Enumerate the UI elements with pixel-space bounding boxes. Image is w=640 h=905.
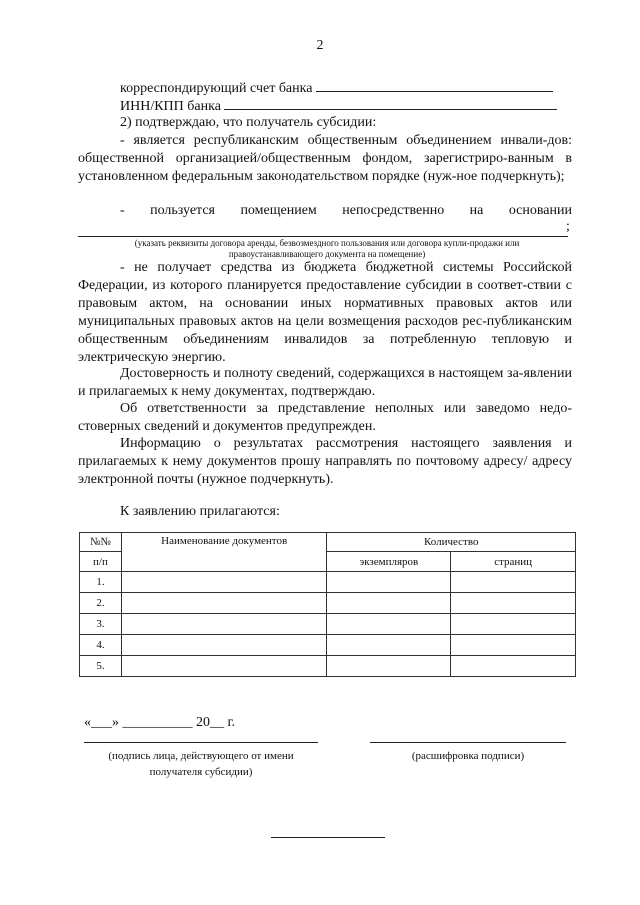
item-premises-word: основании	[508, 203, 572, 218]
item-premises-word: пользуется	[150, 203, 215, 218]
row-number: 3.	[80, 614, 122, 635]
date-month-field[interactable]: __________	[122, 715, 193, 730]
row-pages-cell[interactable]	[451, 614, 576, 635]
date-line	[84, 714, 235, 732]
item-premises-word: непосредственно	[342, 203, 445, 218]
row-copies-cell[interactable]	[327, 656, 451, 677]
premises-basis-end: ;	[566, 219, 570, 234]
row-copies-cell[interactable]	[327, 572, 451, 593]
row-document-cell[interactable]	[121, 614, 327, 635]
row-pages-cell[interactable]	[451, 572, 576, 593]
row-number: 5.	[80, 656, 122, 677]
header-quantity: Количество	[327, 533, 576, 552]
row-copies-cell[interactable]	[327, 614, 451, 635]
end-divider	[271, 837, 385, 838]
row-number: 4.	[80, 635, 122, 656]
premises-basis-hint: (указать реквизиты договора аренды, безвозмездного пользования или договора купли-продажи или правоустанавливающего документа на помещение)	[134, 238, 520, 259]
row-pages-cell[interactable]	[451, 656, 576, 677]
decryption-caption: (расшифровка подписи)	[411, 750, 525, 762]
paragraph-information: Информацию о результатах рассмотрения настоящего заявления и прилагаемых к нему документов прошу направлять по почтовому адресу/ адресу электронной почты (нужное подчеркнуть).	[78, 436, 572, 487]
header-number-top: №№	[80, 533, 122, 552]
signature-caption: (подпись лица, действующего от имени получателя субсидии)	[108, 750, 294, 778]
date-open-quote: «	[84, 715, 91, 730]
inn-kpp-label: ИНН/КПП банка	[120, 99, 221, 114]
inn-kpp-row	[120, 96, 557, 116]
signature-field[interactable]	[84, 742, 318, 743]
table-row	[80, 593, 576, 614]
attached-heading: К заявлению прилагаются:	[120, 504, 280, 519]
row-number: 2.	[80, 593, 122, 614]
page-number: 2	[316, 38, 324, 53]
premises-basis-field[interactable]	[78, 222, 568, 237]
table-row	[80, 572, 576, 593]
date-year-prefix: 20	[196, 715, 210, 730]
header-pages: страниц	[451, 552, 576, 572]
row-pages-cell[interactable]	[451, 593, 576, 614]
date-day-field[interactable]: ___	[91, 715, 112, 730]
date-year-field[interactable]: __	[210, 715, 224, 730]
row-copies-cell[interactable]	[327, 635, 451, 656]
row-number: 1.	[80, 572, 122, 593]
paragraph-reliability: Достоверность и полноту сведений, содержащихся в настоящем за-явлении и прилагаемых к нему документах, подтверждаю.	[78, 366, 572, 399]
documents-table	[79, 532, 576, 677]
table-row	[80, 656, 576, 677]
row-pages-cell[interactable]	[451, 635, 576, 656]
item-public-association: - является республиканским общественным объединением инвали-дов: общественной организацией/общественным фондом, зарегистриро-ванным в установленном федеральным законодательством порядке (нуж-ное подчеркнуть);	[78, 133, 572, 184]
row-document-cell[interactable]	[121, 593, 327, 614]
row-copies-cell[interactable]	[327, 593, 451, 614]
table-header-row	[80, 533, 576, 552]
item-premises-word: на	[469, 203, 484, 218]
header-document-name: Наименование документов	[121, 533, 327, 572]
inn-kpp-field[interactable]	[224, 96, 557, 110]
correspondent-account-field[interactable]	[316, 78, 553, 92]
item-no-budget-funds: - не получает средства из бюджета бюджетной системы Российской Федерации, из которого планируется предоставление субсидии в соответ-ствии с правовым актом, на основании иных нормативных правовых актов или муниципальных правовых актов на цели возмещения расходов рес-публиканским общественным объединениям инвалидов за потребленную тепловую и электрическую энергию.	[78, 260, 572, 365]
correspondent-account-label: корреспондирующий счет банка	[120, 81, 313, 96]
date-year-suffix: г.	[227, 715, 236, 730]
row-document-cell[interactable]	[121, 656, 327, 677]
item-premises-word: -	[120, 203, 125, 218]
decryption-field[interactable]	[370, 742, 566, 743]
paragraph-responsibility: Об ответственности за представление неполных или заведомо недо-стоверных сведений и документов предупрежден.	[78, 401, 572, 434]
row-document-cell[interactable]	[121, 635, 327, 656]
correspondent-account-row	[120, 78, 553, 98]
item-premises-row	[78, 202, 572, 220]
row-document-cell[interactable]	[121, 572, 327, 593]
confirm-intro: 2) подтверждаю, что получатель субсидии:	[120, 115, 377, 130]
table-row	[80, 635, 576, 656]
date-close-quote: »	[112, 715, 119, 730]
table-row	[80, 614, 576, 635]
item-premises-word: помещением	[240, 203, 317, 218]
header-number-bottom: п/п	[80, 552, 122, 572]
header-copies: экземпляров	[327, 552, 451, 572]
